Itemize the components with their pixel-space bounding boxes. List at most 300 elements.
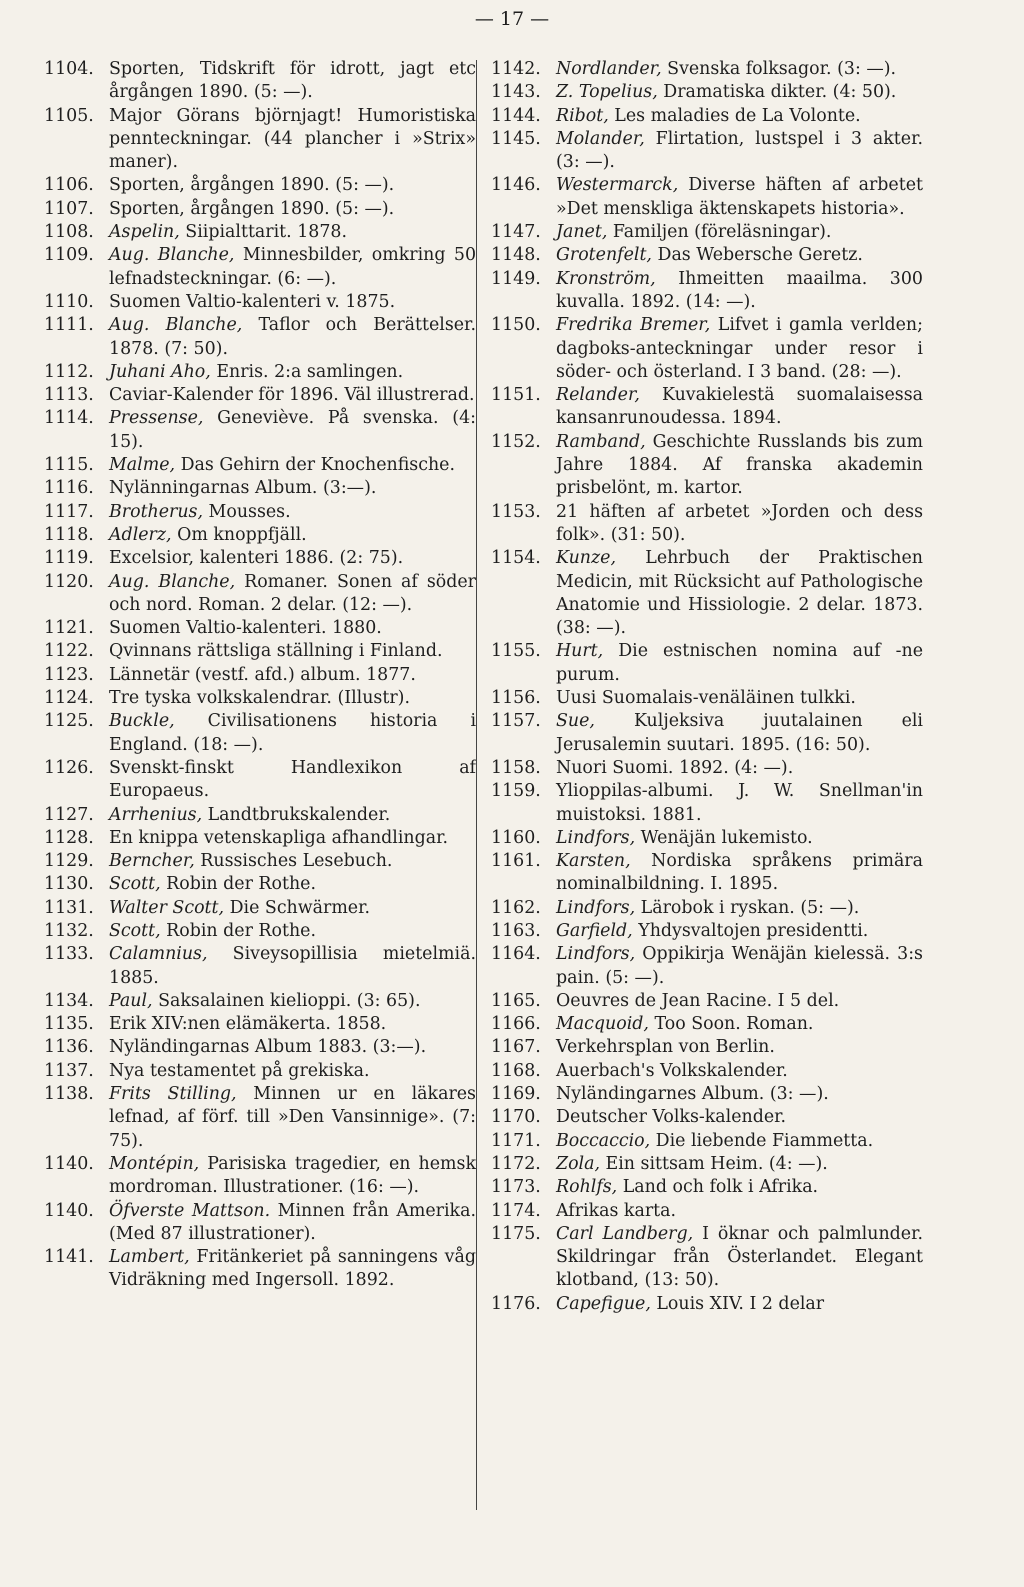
catalog-entry (491, 1153, 923, 1176)
catalog-entry (44, 221, 476, 244)
entry-number: 1148. (491, 245, 541, 266)
entry-text (109, 1036, 476, 1059)
entry-title: Auerbach's Volkskalender. (556, 1060, 788, 1081)
entry-title: Oppikirja Wenäjän kielessä. 3:s pain. (5: —). (556, 944, 923, 988)
entry-title: Oeuvres de Jean Racine. I 5 del. (556, 990, 840, 1011)
entry-number: 1158. (491, 757, 541, 778)
entry-title: Nyländingarnes Album. (3: —). (556, 1084, 829, 1105)
entry-title: Nyländingarnas Album 1883. (3:—). (109, 1037, 427, 1058)
entry-author: Macquoid, (556, 1014, 649, 1035)
catalog-entry (44, 58, 476, 105)
entry-number: 1107. (44, 198, 94, 219)
entry-title: Die Schwärmer. (224, 897, 371, 918)
entry-number: 1112. (44, 361, 94, 382)
entry-text (556, 990, 923, 1013)
entry-text (556, 1153, 923, 1176)
catalog-entry (491, 1200, 923, 1223)
catalog-entry (491, 431, 923, 501)
entry-number: 1160. (491, 827, 541, 848)
entry-number: 1120. (44, 571, 94, 592)
entry-title: Robin der Rothe. (160, 920, 316, 941)
catalog-entry (44, 1013, 476, 1036)
catalog-entry (44, 687, 476, 710)
entry-title: Ylioppilas-albumi. J. W. Snellman'in muistoksi. 1881. (556, 781, 923, 825)
entry-text (556, 244, 923, 267)
catalog-entry (491, 827, 923, 850)
catalog-entry (491, 1130, 923, 1153)
entry-number: 1150. (491, 315, 541, 336)
entry-text (109, 198, 476, 221)
entry-title: Lännetär (vestf. afd.) album. 1877. (109, 664, 416, 685)
entry-text (556, 827, 923, 850)
entry-title: Land och folk i Afrika. (617, 1177, 819, 1198)
catalog-entry (491, 920, 923, 943)
entry-text (109, 943, 476, 990)
entry-text (556, 105, 923, 128)
entry-number: 1110. (44, 291, 94, 312)
entry-number: 1149. (491, 268, 541, 289)
entry-text (556, 314, 923, 384)
entry-title: Nylänningarnas Album. (3:—). (109, 478, 377, 499)
entry-title: Ihmeitten maailma. 300 kuvalla. 1892. (14: —). (556, 268, 923, 312)
entry-title: Lärobok i ryskan. (5: —). (635, 897, 860, 918)
entry-author: Berncher, (109, 851, 195, 872)
entry-author: Brotherus, (109, 501, 204, 522)
entry-title: Diverse häften af arbetet »Det menskliga äktenskapets historia». (556, 175, 923, 219)
catalog-entry (44, 873, 476, 896)
entry-number: 1168. (491, 1060, 541, 1081)
entry-number: 1119. (44, 548, 94, 569)
entry-title: Suomen Valtio-kalenteri. 1880. (109, 618, 382, 639)
entry-title: Om knoppfjäll. (171, 524, 307, 545)
catalog-entry (491, 757, 923, 780)
entry-text (556, 1176, 923, 1199)
entry-author: Calamnius, (109, 944, 208, 965)
entry-author: Lambert, (109, 1247, 190, 1268)
catalog-entry (491, 1176, 923, 1199)
catalog-entry (44, 827, 476, 850)
catalog-entry (44, 943, 476, 990)
entry-title: Das Gehirn der Knochenfische. (175, 455, 455, 476)
catalog-entry (44, 291, 476, 314)
entry-title: Ein sittsam Heim. (4: —). (600, 1153, 828, 1174)
entry-title: Fritänkeriet på sanningens våg Vidräkning med Ingersoll. 1892. (109, 1247, 476, 1291)
entry-author: Buckle, (109, 711, 175, 732)
catalog-entry (491, 1223, 923, 1293)
catalog-entry (44, 1153, 476, 1200)
catalog-entry (491, 780, 923, 827)
entry-text (556, 501, 923, 548)
catalog-entry (491, 710, 923, 757)
catalog-entry (44, 850, 476, 873)
entry-text (556, 920, 923, 943)
entry-author: Lindfors, (556, 897, 636, 918)
entry-title: Die liebende Fiammetta. (650, 1130, 874, 1151)
entry-text (556, 640, 923, 687)
catalog-entry (44, 361, 476, 384)
entry-author: Malme, (109, 455, 176, 476)
entry-text (556, 1083, 923, 1106)
column-divider (476, 60, 477, 1510)
entry-text (109, 221, 476, 244)
entry-text (109, 1013, 476, 1036)
entry-text (556, 1223, 923, 1293)
entry-author: Westermarck, (556, 175, 679, 196)
entry-title: Wenäjän lukemisto. (635, 827, 813, 848)
entry-author: Öfverste Mattson. (109, 1200, 271, 1221)
catalog-entry (491, 943, 923, 990)
entry-number: 1163. (491, 920, 541, 941)
entry-text (109, 105, 476, 175)
catalog-entry (491, 128, 923, 175)
catalog-entry (491, 105, 923, 128)
entry-title: Too Soon. Roman. (648, 1014, 814, 1035)
entry-number: 1136. (44, 1037, 94, 1058)
entry-number: 1143. (491, 82, 541, 103)
entry-title: Taflor och Berättelser. 1878. (7: 50). (109, 315, 476, 359)
entry-author: Karsten, (556, 851, 631, 872)
entry-title: Geschichte Russlands bis zum Jahre 1884. Af franska akademin prisbelönt, m. kartor. (556, 431, 923, 499)
catalog-entry (44, 640, 476, 663)
entry-author: Lindfors, (556, 827, 636, 848)
entry-text (109, 850, 476, 873)
entry-author: Montépin, (109, 1153, 200, 1174)
entry-text (109, 640, 476, 663)
entry-text (109, 617, 476, 640)
entry-number: 1169. (491, 1084, 541, 1105)
entry-author: Adlerz, (109, 524, 172, 545)
entry-number: 1159. (491, 781, 541, 802)
entry-number: 1164. (491, 944, 541, 965)
entry-text (556, 81, 923, 104)
entry-text (109, 244, 476, 291)
entry-text (556, 1036, 923, 1059)
entry-text (556, 850, 923, 897)
catalog-entry (491, 268, 923, 315)
entry-title: Tre tyska volkskalendrar. (Illustr). (109, 688, 410, 709)
entry-text (109, 454, 476, 477)
catalog-entry (44, 1060, 476, 1083)
entry-title: Flirtation, lustspel i 3 akter. (3: —). (556, 128, 923, 173)
entry-author: Molander, (556, 128, 645, 149)
entry-number: 1153. (491, 501, 541, 522)
entry-text (109, 1060, 476, 1083)
entry-number: 1155. (491, 641, 541, 662)
entry-title: Caviar-Kalender för 1896. Väl illustrerad. (109, 385, 475, 406)
entry-number: 1132. (44, 920, 94, 941)
catalog-entry (491, 501, 923, 548)
catalog-entry (44, 314, 476, 361)
entry-text (556, 1060, 923, 1083)
entry-number: 1134. (44, 990, 94, 1011)
entry-author: Frits Stilling, (109, 1084, 237, 1105)
entry-text (556, 128, 923, 175)
entry-number: 1162. (491, 897, 541, 918)
catalog-entry (491, 221, 923, 244)
entry-title: Sporten, årgången 1890. (5: —). (109, 175, 395, 196)
entry-title: Suomen Valtio-kalenteri v. 1875. (109, 291, 396, 312)
entry-number: 1137. (44, 1060, 94, 1081)
entry-number: 1121. (44, 618, 94, 639)
entry-number: 1156. (491, 688, 541, 709)
entry-text (109, 547, 476, 570)
catalog-entry (491, 58, 923, 81)
entry-text (556, 58, 923, 81)
entry-title: 21 häften af arbetet »Jorden och dess folk». (31: 50). (556, 501, 923, 545)
entry-text (109, 990, 476, 1013)
entry-text (556, 1130, 923, 1153)
entry-text (556, 1200, 923, 1223)
entry-title: Robin der Rothe. (160, 874, 316, 895)
entry-author: Kunze, (556, 548, 616, 569)
entry-number: 1165. (491, 990, 541, 1011)
entry-title: Mousses. (203, 501, 291, 522)
entry-text (109, 501, 476, 524)
catalog-entry (44, 174, 476, 197)
entry-number: 1140. (44, 1153, 94, 1174)
page-number: — 17 — (474, 8, 550, 30)
entry-text (556, 710, 923, 757)
catalog-entry (491, 1106, 923, 1129)
entry-text (556, 547, 923, 640)
entry-author: Janet, (556, 222, 608, 243)
entry-number: 1113. (44, 385, 94, 406)
entry-number: 1106. (44, 175, 94, 196)
entry-title: Minnesbilder, omkring 50 lefnadsteckningar. (6: —). (109, 245, 477, 289)
entry-author: Ribot, (556, 105, 609, 126)
entry-title: Major Görans björnjagt! Humoristiska pennteckningar. (44 plancher i »Strix» maner). (109, 105, 476, 173)
catalog-entry (44, 617, 476, 640)
catalog-entry (491, 81, 923, 104)
entry-title: Geneviève. På svenska. (4: 15). (109, 408, 476, 452)
entry-title: Deutscher Volks-kalender. (556, 1107, 787, 1128)
catalog-entry (491, 244, 923, 267)
entry-number: 1130. (44, 874, 94, 895)
catalog-entry (44, 920, 476, 943)
entry-number: 1172. (491, 1153, 541, 1174)
entry-author: Aug. Blanche, (109, 245, 235, 266)
entry-text (109, 314, 476, 361)
catalog-entry (44, 571, 476, 618)
entry-author: Hurt, (556, 641, 604, 662)
entry-text (556, 943, 923, 990)
entry-title: Louis XIV. I 2 delar (650, 1293, 825, 1314)
catalog-entry (491, 990, 923, 1013)
entry-number: 1147. (491, 222, 541, 243)
entry-number: 1138. (44, 1084, 94, 1105)
entry-number: 1111. (44, 315, 94, 336)
entry-number: 1108. (44, 222, 94, 243)
entry-text (556, 384, 923, 431)
entry-author: Boccaccio, (556, 1130, 651, 1151)
entry-title: Minnen ur en läkares lefnad, af förf. till »Den Vansinnige». (7: 75). (109, 1084, 476, 1151)
entry-title: Uusi Suomalais-venäläinen tulkki. (556, 688, 856, 709)
entry-title: Saksalainen kielioppi. (3: 65). (152, 990, 421, 1011)
entry-title: Sporten, årgången 1890. (5: —). (109, 198, 395, 219)
entry-number: 1124. (44, 688, 94, 709)
catalog-entry (491, 1060, 923, 1083)
entry-author: Fredrika Bremer, (556, 315, 711, 336)
right-column (491, 58, 923, 1316)
catalog-entry (44, 1246, 476, 1293)
entry-text (109, 710, 476, 757)
catalog-entry (44, 897, 476, 920)
entry-title: Minnen från Amerika. (Med 87 illustrationer). (109, 1200, 476, 1244)
entry-author: Nordlander, (556, 59, 662, 79)
entry-number: 1115. (44, 455, 94, 476)
catalog-entry (491, 687, 923, 710)
entry-author: Carl Landberg, (556, 1223, 694, 1244)
catalog-entry (491, 1293, 923, 1316)
catalog-entry (44, 524, 476, 547)
entry-author: Aug. Blanche, (109, 315, 243, 336)
entry-title: Russisches Lesebuch. (194, 851, 393, 872)
entry-author: Rohlfs, (556, 1177, 618, 1198)
entry-title: Yhdysvaltojen presidentti. (632, 920, 869, 941)
entry-number: 1114. (44, 408, 94, 429)
catalog-entry (44, 477, 476, 500)
entry-title: Parisiska tragedier, en hemsk mordroman. Illustrationer. (16: —). (109, 1153, 476, 1198)
entry-title: Qvinnans rättsliga ställning i Finland. (109, 641, 443, 662)
entry-title: Das Webersche Geretz. (651, 245, 863, 266)
catalog-entry (491, 547, 923, 640)
entry-title: Sporten, Tidskrift för idrott, jagt etc årgången 1890. (5: —). (109, 59, 476, 103)
entry-text (556, 268, 923, 315)
entry-title: Civilisationens historia i England. (18: —). (109, 711, 476, 755)
entry-number: 1126. (44, 757, 94, 778)
entry-text (109, 873, 476, 896)
catalog-entry (44, 804, 476, 827)
catalog-entry (44, 1083, 476, 1153)
entry-author: Zola, (556, 1153, 601, 1174)
entry-author: Pressense, (109, 408, 204, 429)
entry-author: Sue, (556, 711, 595, 732)
entry-text (556, 757, 923, 780)
catalog-entry (44, 198, 476, 221)
entry-text (109, 920, 476, 943)
entry-number: 1176. (491, 1293, 541, 1314)
catalog-entry (44, 547, 476, 570)
entry-text (109, 571, 476, 618)
entry-title: Romaner. Sonen af söder och nord. Roman. 2 delar. (12: —). (109, 571, 476, 615)
entry-title: Kuljeksiva juutalainen eli Jerusalemin suutari. 1895. (16: 50). (556, 711, 923, 755)
catalog-entry (44, 757, 476, 804)
entry-title: Enris. 2:a samlingen. (210, 361, 404, 382)
entry-author: Walter Scott, (109, 897, 225, 918)
entry-text (556, 1013, 923, 1036)
entry-text (109, 827, 476, 850)
entry-number: 1151. (491, 385, 541, 406)
entry-author: Aspelin, (109, 222, 180, 243)
entry-text (109, 1200, 476, 1247)
entry-number: 1122. (44, 641, 94, 662)
catalog-entry (491, 850, 923, 897)
entry-title: Familjen (föreläsningar). (607, 222, 832, 243)
entry-number: 1166. (491, 1014, 541, 1035)
catalog-entry (44, 710, 476, 757)
entry-number: 1129. (44, 851, 94, 872)
entry-text (556, 431, 923, 501)
entry-author: Aug. Blanche, (109, 571, 236, 592)
entry-text (109, 664, 476, 687)
entry-title: Les maladies de La Volonte. (608, 105, 861, 126)
entry-number: 1145. (491, 128, 541, 149)
entry-author: Lindfors, (556, 944, 636, 965)
entry-title: Dramatiska dikter. (4: 50). (657, 82, 897, 103)
entry-title: Nya testamentet på grekiska. (109, 1060, 370, 1081)
entry-number: 1116. (44, 478, 94, 499)
entry-number: 1146. (491, 175, 541, 196)
entry-number: 1117. (44, 501, 94, 522)
entry-number: 1125. (44, 711, 94, 732)
entry-text (109, 897, 476, 920)
entry-text (109, 291, 476, 314)
entry-author: Kronström, (556, 268, 656, 289)
entry-title: Erik XIV:nen elämäkerta. 1858. (109, 1014, 387, 1035)
entry-author: Scott, (109, 920, 161, 941)
entry-title: Svenskt-finskt Handlexikon af Europaeus. (109, 757, 476, 802)
entry-text (109, 174, 476, 197)
catalog-entry (44, 384, 476, 407)
entry-number: 1175. (491, 1223, 541, 1244)
entry-title: Kuvakielestä suomalaisessa kansanrunoudessa. 1894. (556, 385, 923, 429)
entry-number: 1105. (44, 105, 94, 126)
entry-number: 1142. (491, 59, 541, 79)
entry-author: Ramband, (556, 431, 646, 452)
entry-author: Scott, (109, 874, 161, 895)
entry-number: 1171. (491, 1130, 541, 1151)
catalog-entry (44, 1200, 476, 1247)
entry-number: 1140. (44, 1200, 94, 1221)
catalog-entry (44, 244, 476, 291)
entry-title: Siipialttarit. 1878. (179, 222, 348, 243)
catalog-entry (491, 174, 923, 221)
catalog-entry (491, 1083, 923, 1106)
entry-author: Capefigue, (556, 1293, 651, 1314)
catalog-entry (491, 897, 923, 920)
entry-number: 1173. (491, 1177, 541, 1198)
entry-text (556, 897, 923, 920)
entry-title: Lehrbuch der Praktischen Medicin, mit Rücksicht auf Pathologische Anatomie und Hissiologie. 2 delar. 1873. (38: —). (556, 548, 923, 639)
entry-number: 1135. (44, 1014, 94, 1035)
entry-number: 1161. (491, 851, 541, 872)
catalog-entry (491, 1036, 923, 1059)
entry-text (109, 687, 476, 710)
left-column (44, 58, 476, 1293)
entry-number: 1131. (44, 897, 94, 918)
entry-number: 1157. (491, 711, 541, 732)
entry-text (556, 687, 923, 710)
catalog-entry (491, 314, 923, 384)
entry-title: Svenska folksagor. (3: —). (661, 59, 897, 79)
entry-text (556, 174, 923, 221)
entry-text (556, 780, 923, 827)
catalog-entry (44, 105, 476, 175)
entry-text (109, 477, 476, 500)
entry-author: Juhani Aho, (109, 361, 211, 382)
entry-text (556, 1106, 923, 1129)
entry-text (109, 361, 476, 384)
entry-number: 1170. (491, 1107, 541, 1128)
entry-title: Die estnischen nomina auf -ne purum. (556, 641, 923, 685)
entry-number: 1118. (44, 524, 94, 545)
entry-number: 1133. (44, 944, 94, 965)
entry-text (109, 757, 476, 804)
entry-title: En knippa vetenskapliga afhandlingar. (109, 827, 449, 848)
catalog-entry (491, 1013, 923, 1036)
entry-author: Garfield, (556, 920, 633, 941)
entry-number: 1141. (44, 1247, 94, 1268)
